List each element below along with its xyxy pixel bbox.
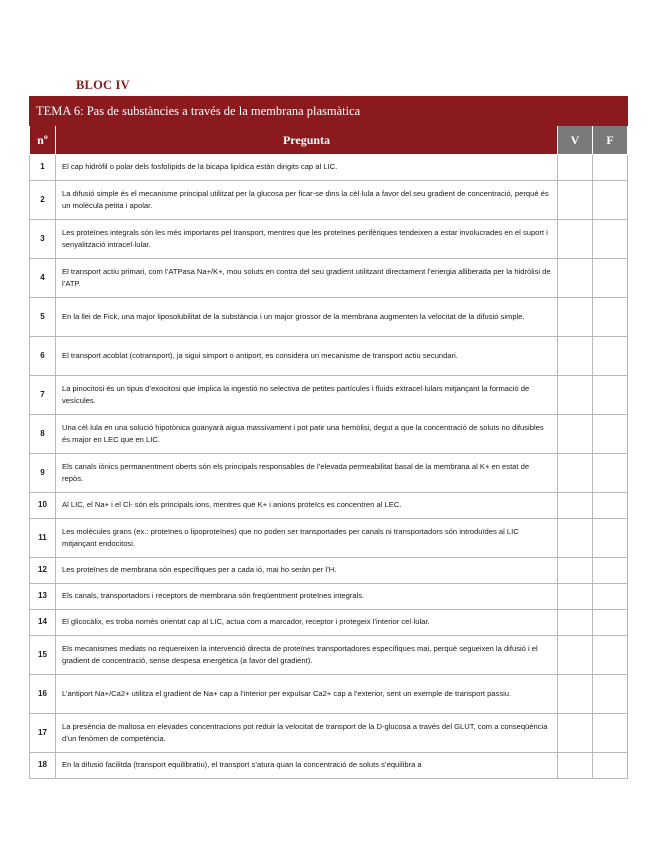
table-title: TEMA 6: Pas de substàncies a través de la membrana plasmàtica [30, 97, 628, 126]
false-answer-cell[interactable] [593, 220, 628, 259]
question-text: El cap hidròfil o polar dels fosfolípids de la bicapa lipídica estàn dirigits cap al LIC. [56, 155, 558, 181]
question-text: L’antiport Na+/Ca2+ utilitza el gradient de Na+ cap a l’interior per expulsar Ca2+ cap a l’exterior, sent un exemple de transport passiu. [56, 675, 558, 714]
question-text: Una cèl·lula en una solució hipotònica guanyarà aigua massivament i pot patir una hemòlisi, degut a que la concentració de soluts no difusibles és major en LEC que en LIC. [56, 415, 558, 454]
question-number: 14 [30, 610, 56, 636]
table-row [30, 415, 628, 454]
question-number: 1 [30, 155, 56, 181]
true-answer-cell[interactable] [558, 714, 593, 753]
question-text: En la llei de Fick, una major liposolubilitat de la substància i un major grossor de la membrana augmenten la velocitat de la difusió simple. [56, 298, 558, 337]
true-answer-cell[interactable] [558, 181, 593, 220]
question-text: Al LIC, el Na+ i el Cl- són els principals ions, mentres que K+ i anions proteïcs es concentren al LEC. [56, 493, 558, 519]
false-answer-cell[interactable] [593, 493, 628, 519]
question-number: 2 [30, 181, 56, 220]
false-answer-cell[interactable] [593, 584, 628, 610]
false-answer-cell[interactable] [593, 298, 628, 337]
column-header-false: F [593, 126, 628, 155]
question-number: 6 [30, 337, 56, 376]
false-answer-cell[interactable] [593, 675, 628, 714]
table-row [30, 298, 628, 337]
false-answer-cell[interactable] [593, 636, 628, 675]
question-text: La pinocitosi és un tipus d’exocitosi que implica la ingestió no selectiva de petites partícules i fluids extracel·lulars mitjançant la formació de vesícules. [56, 376, 558, 415]
true-answer-cell[interactable] [558, 259, 593, 298]
true-answer-cell[interactable] [558, 584, 593, 610]
table-row [30, 493, 628, 519]
question-number: 3 [30, 220, 56, 259]
question-number: 13 [30, 584, 56, 610]
table-row [30, 584, 628, 610]
true-answer-cell[interactable] [558, 337, 593, 376]
question-text: El glicocàlix, es troba només orientat cap al LIC, actua com a marcador, receptor i protegeix l’interior cel·lular. [56, 610, 558, 636]
question-text: En la difusió facilitda (transport equilibratiu), el transport s’atura quan la concentració de soluts s’equilibra a [56, 753, 558, 779]
table-row [30, 181, 628, 220]
false-answer-cell[interactable] [593, 454, 628, 493]
false-answer-cell[interactable] [593, 155, 628, 181]
question-number: 12 [30, 558, 56, 584]
question-text: Els canals iònics permanentment oberts són els principals responsables de l’elevada permeabilitat basal de la membrana al K+ en estat de repòs. [56, 454, 558, 493]
table-row [30, 454, 628, 493]
false-answer-cell[interactable] [593, 259, 628, 298]
question-number: 10 [30, 493, 56, 519]
column-header-number: nº [30, 126, 56, 155]
true-answer-cell[interactable] [558, 753, 593, 779]
true-answer-cell[interactable] [558, 454, 593, 493]
table-row [30, 155, 628, 181]
question-number: 5 [30, 298, 56, 337]
question-text: El transport actiu primari, com l’ATPasa Na+/K+, mou soluts en contra del seu gradient utilitzant directament l’energia alliberada per la hidròlisi de l’ATP. [56, 259, 558, 298]
question-number: 11 [30, 519, 56, 558]
question-number: 17 [30, 714, 56, 753]
table-row [30, 636, 628, 675]
question-text: Les proteïnes integrals són les més importants pel transport, mentres que les proteïnes perifèriques tendeixen a estar involucrades en el suport i senyalització intracel·lular. [56, 220, 558, 259]
true-answer-cell[interactable] [558, 415, 593, 454]
true-answer-cell[interactable] [558, 519, 593, 558]
table-row [30, 519, 628, 558]
table-row [30, 376, 628, 415]
question-number: 9 [30, 454, 56, 493]
question-number: 8 [30, 415, 56, 454]
true-answer-cell[interactable] [558, 298, 593, 337]
true-answer-cell[interactable] [558, 675, 593, 714]
false-answer-cell[interactable] [593, 415, 628, 454]
false-answer-cell[interactable] [593, 376, 628, 415]
question-number: 15 [30, 636, 56, 675]
false-answer-cell[interactable] [593, 753, 628, 779]
question-text: Els mecanismes mediats no requereixen la intervenció directa de proteïnes transportadores específiques mai, perquè segueixen la difusió i el gradient de concentració, sense despesa energètica (a favor del gradient). [56, 636, 558, 675]
false-answer-cell[interactable] [593, 714, 628, 753]
question-text: Les proteïnes de membrana són específiques per a cada ió, mai ho seràn per l’H. [56, 558, 558, 584]
true-answer-cell[interactable] [558, 493, 593, 519]
true-answer-cell[interactable] [558, 155, 593, 181]
question-text: El transport acoblat (cotransport), ja sigui simport o antiport, es considera un mecanisme de transport actiu secundari. [56, 337, 558, 376]
false-answer-cell[interactable] [593, 181, 628, 220]
question-number: 4 [30, 259, 56, 298]
question-text: Els canals, transportadors i receptors de membrana són freqüentment proteïnes integrals. [56, 584, 558, 610]
true-answer-cell[interactable] [558, 558, 593, 584]
true-answer-cell[interactable] [558, 610, 593, 636]
column-header-question: Pregunta [56, 126, 558, 155]
column-header-true: V [558, 126, 593, 155]
table-row [30, 337, 628, 376]
bloc-heading: BLOC IV [76, 78, 130, 92]
question-text: Les molècules grans (ex.: proteïnes o lipoproteïnes) que no poden ser transportades per canals ni transportadors són introduïdes al LIC mitjançant endocitosi. [56, 519, 558, 558]
table-row [30, 220, 628, 259]
true-false-table [29, 96, 628, 779]
true-answer-cell[interactable] [558, 636, 593, 675]
true-answer-cell[interactable] [558, 376, 593, 415]
table-row [30, 714, 628, 753]
question-number: 18 [30, 753, 56, 779]
table-row [30, 675, 628, 714]
true-answer-cell[interactable] [558, 220, 593, 259]
table-row [30, 558, 628, 584]
question-number: 7 [30, 376, 56, 415]
table-row [30, 259, 628, 298]
false-answer-cell[interactable] [593, 558, 628, 584]
question-number: 16 [30, 675, 56, 714]
false-answer-cell[interactable] [593, 519, 628, 558]
table-row [30, 753, 628, 779]
question-text: La presència de maltosa en elevades concentracions pot reduir la velocitat de transport de la D-glucosa a través del GLUT, com a conseqüència d’un fenòmen de competència. [56, 714, 558, 753]
false-answer-cell[interactable] [593, 610, 628, 636]
table-row [30, 610, 628, 636]
question-text: La difusió simple és el mecanisme principal utilitzat per la glucosa per ficar-se dins la cèl·lula a favor del seu gradient de concentració, perquè és un molècula petita i apolar. [56, 181, 558, 220]
false-answer-cell[interactable] [593, 337, 628, 376]
